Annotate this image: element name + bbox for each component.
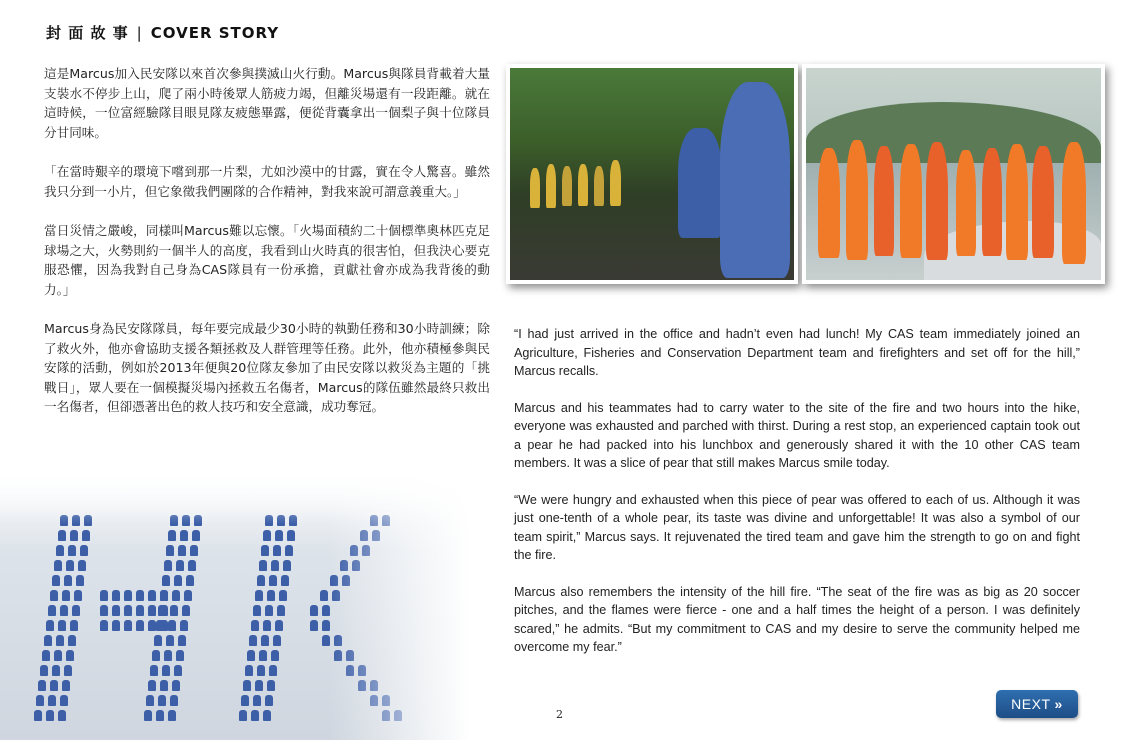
cas-team-photo xyxy=(802,64,1105,284)
page-number: 2 xyxy=(556,708,563,721)
chinese-article xyxy=(44,64,490,437)
chinese-paragraph: 這是Marcus加入民安隊以來首次參與撲滅山火行動。Marcus與隊員背載着大量支裝水不停步上山，爬了兩小時後眾人筋疲力竭，但離災場還有一段距離。就在這時候，一位富經驗隊目眼見隊友疲態畢露，便從背囊拿出一個梨子與十位隊員分甘同味。 xyxy=(44,66,490,140)
next-button[interactable] xyxy=(996,690,1078,718)
header-chinese: 封 面 故 事 xyxy=(46,24,129,42)
section-header xyxy=(46,22,279,43)
chinese-paragraph: 當日災情之嚴峻，同樣叫Marcus難以忘懷。「火場面積約二十個標準奧林匹克足球場之大，火勢則約一個半人的高度，我看到山火時真的很害怕，但我決心要克服恐懼，因為我對自己身為CAS隊員有一份承擔，貢獻社會亦成為我背後的動力。」 xyxy=(44,223,490,297)
hk-formation-photo xyxy=(0,470,470,740)
chinese-paragraph: Marcus身為民安隊隊員，每年要完成最少30小時的執勤任務和30小時訓練；除了救火外，他亦會協助支援各類拯救及人群管理等任務。此外，他亦積極參與民安隊的活動，例如於2013年便與20位隊友參加了由民安隊以救災為主題的「挑戰日」，眾人要在一個模擬災場內拯救五名傷者，Marcus的隊伍雖然最終只救出一名傷者，但卻憑著出色的救人技巧和安全意識，成功奪冠。 xyxy=(44,321,490,414)
english-article xyxy=(514,325,1080,675)
english-paragraph: “We were hungry and exhausted when this piece of pear was offered to each of us. Although it was just one-tenth of a whole pear, its taste was divine and unforgettable! It was also a symbol of our team spirit,” Marcus says. It rejuvenated the tired team and gave him the strength to go on and fight the fire. xyxy=(514,492,1080,562)
header-separator: | xyxy=(136,24,143,42)
chinese-paragraph: 「在當時艱辛的環境下嚐到那一片梨，尤如沙漠中的甘露，實在令人驚喜。雖然我只分到一小片，但它象徵我們團隊的合作精神，對我來說可謂意義重大。」 xyxy=(44,164,490,199)
next-button-label: NEXT xyxy=(1011,696,1051,712)
english-paragraph: Marcus and his teammates had to carry water to the site of the fire and two hours into the hike, everyone was exhausted and parched with thirst. During a rest stop, an experienced captain took out a pear he had packed into his lunchbox and generously shared it with the 10 other CAS team members. It was a slice of pear that still makes Marcus smile today. xyxy=(514,400,1080,470)
english-paragraph: “I had just arrived in the office and hadn’t even had lunch! My CAS team immediately joined an Agriculture, Fisheries and Conservation Department team and firefighters and set off for the hill,” Marcus recalls. xyxy=(514,327,1080,378)
double-chevron-right-icon: » xyxy=(1054,696,1063,712)
english-paragraph: Marcus also remembers the intensity of the hill fire. “The seat of the fire was as big as 20 soccer pitches, and the flames were fierce - one and a half times the height of a person. I was definitely scared,” he admits. “But my commitment to CAS and my desire to serve the community helped me overcome my fear.” xyxy=(514,584,1080,654)
header-english: COVER STORY xyxy=(150,24,280,42)
hill-fire-photo xyxy=(506,64,798,284)
